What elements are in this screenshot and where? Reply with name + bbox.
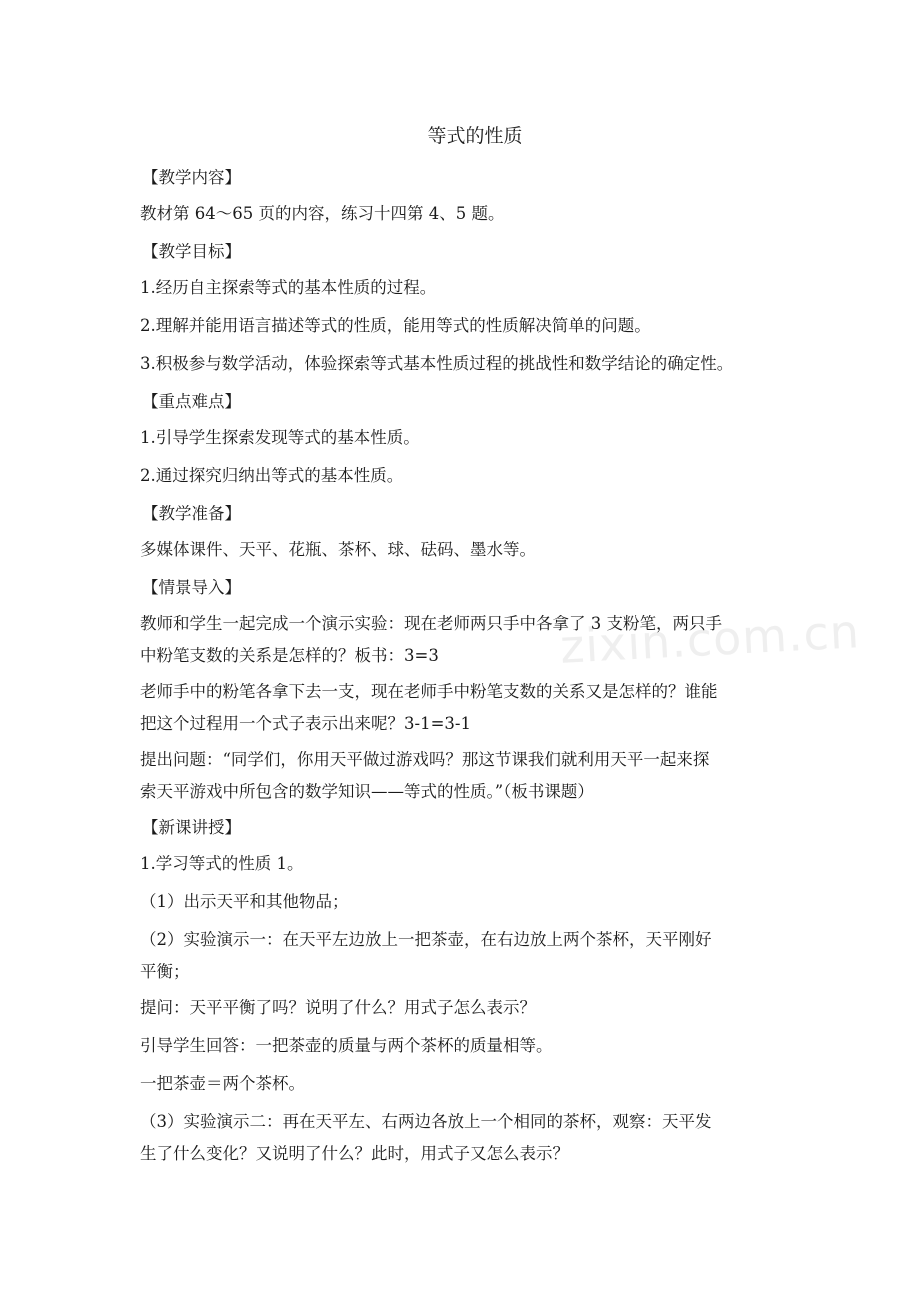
paragraph <box>140 1069 785 1099</box>
text-line: 提问：天平平衡了吗？说明了什么？用式子怎么表示？ <box>140 998 536 1017</box>
section-heading <box>140 813 785 843</box>
section-heading <box>140 573 785 603</box>
text-line: 1.学习等式的性质 1。 <box>140 854 304 873</box>
text-line: 【情景导入】 <box>142 578 241 597</box>
paragraph <box>140 1107 785 1169</box>
text-line: 老师手中的粉笔各拿下去一支，现在老师手中粉笔支数的关系又是怎样的？谁能 <box>140 682 718 701</box>
section-heading <box>140 163 785 193</box>
text-line: 2.通过探究归纳出等式的基本性质。 <box>140 466 404 485</box>
paragraph <box>140 273 785 303</box>
section-heading <box>140 499 785 529</box>
paragraph <box>140 349 785 379</box>
text-line: 多媒体课件、天平、花瓶、茶杯、球、砝码、墨水等。 <box>140 540 536 559</box>
text-line: 把这个过程用一个式子表示出来呢？3-1=3-1 <box>140 714 471 733</box>
text-line: 【教学内容】 <box>142 168 241 187</box>
text-line: 索天平游戏中所包含的数学知识——等式的性质。”（板书课题） <box>140 782 594 801</box>
text-line: 1.引导学生探索发现等式的基本性质。 <box>140 428 420 447</box>
paragraph <box>140 423 785 453</box>
paragraph <box>140 199 785 229</box>
text-line: 教师和学生一起完成一个演示实验：现在老师两只手中各拿了 3 支粉笔，两只手 <box>140 614 722 633</box>
paragraph <box>140 993 785 1023</box>
document-body <box>140 163 785 1175</box>
paragraph <box>140 461 785 491</box>
paragraph <box>140 745 785 807</box>
paragraph <box>140 677 785 739</box>
watermark: zixin.com.cn <box>558 604 862 674</box>
text-line: 【教学准备】 <box>142 504 241 523</box>
text-line: 一把茶壶＝两个茶杯。 <box>140 1074 305 1093</box>
text-line: （1）出示天平和其他物品； <box>140 892 349 911</box>
paragraph <box>140 1031 785 1061</box>
text-line: 2.理解并能用语言描述等式的性质，能用等式的性质解决简单的问题。 <box>140 316 651 335</box>
text-line: 生了什么变化？又说明了什么？此时，用式子又怎么表示？ <box>140 1144 569 1163</box>
section-heading <box>140 387 785 417</box>
text-line: 1.经历自主探索等式的基本性质的过程。 <box>140 278 437 297</box>
text-line: 【重点难点】 <box>142 392 241 411</box>
paragraph <box>140 925 785 987</box>
section-heading <box>140 237 785 267</box>
paragraph <box>140 535 785 565</box>
document-title: 等式的性质 <box>427 125 523 147</box>
text-line: （2）实验演示一：在天平左边放上一把茶壶，在右边放上两个茶杯，天平刚好 <box>140 930 712 949</box>
text-line: 引导学生回答：一把茶壶的质量与两个茶杯的质量相等。 <box>140 1036 553 1055</box>
paragraph <box>140 849 785 879</box>
paragraph <box>140 887 785 917</box>
text-line: 教材第 64～65 页的内容，练习十四第 4、5 题。 <box>140 204 505 223</box>
text-line: 平衡； <box>140 962 190 981</box>
text-line: 3.积极参与数学活动，体验探索等式基本性质过程的挑战性和数学结论的确定性。 <box>140 354 734 373</box>
text-line: （3）实验演示二：再在天平左、右两边各放上一个相同的茶杯，观察：天平发 <box>140 1112 712 1131</box>
text-line: 提出问题：“同学们，你用天平做过游戏吗？那这节课我们就利用天平一起来探 <box>140 750 710 769</box>
text-line: 中粉笔支数的关系是怎样的？板书：3=3 <box>140 646 439 665</box>
text-line: 【新课讲授】 <box>142 818 241 837</box>
paragraph <box>140 311 785 341</box>
text-line: 【教学目标】 <box>142 242 241 261</box>
